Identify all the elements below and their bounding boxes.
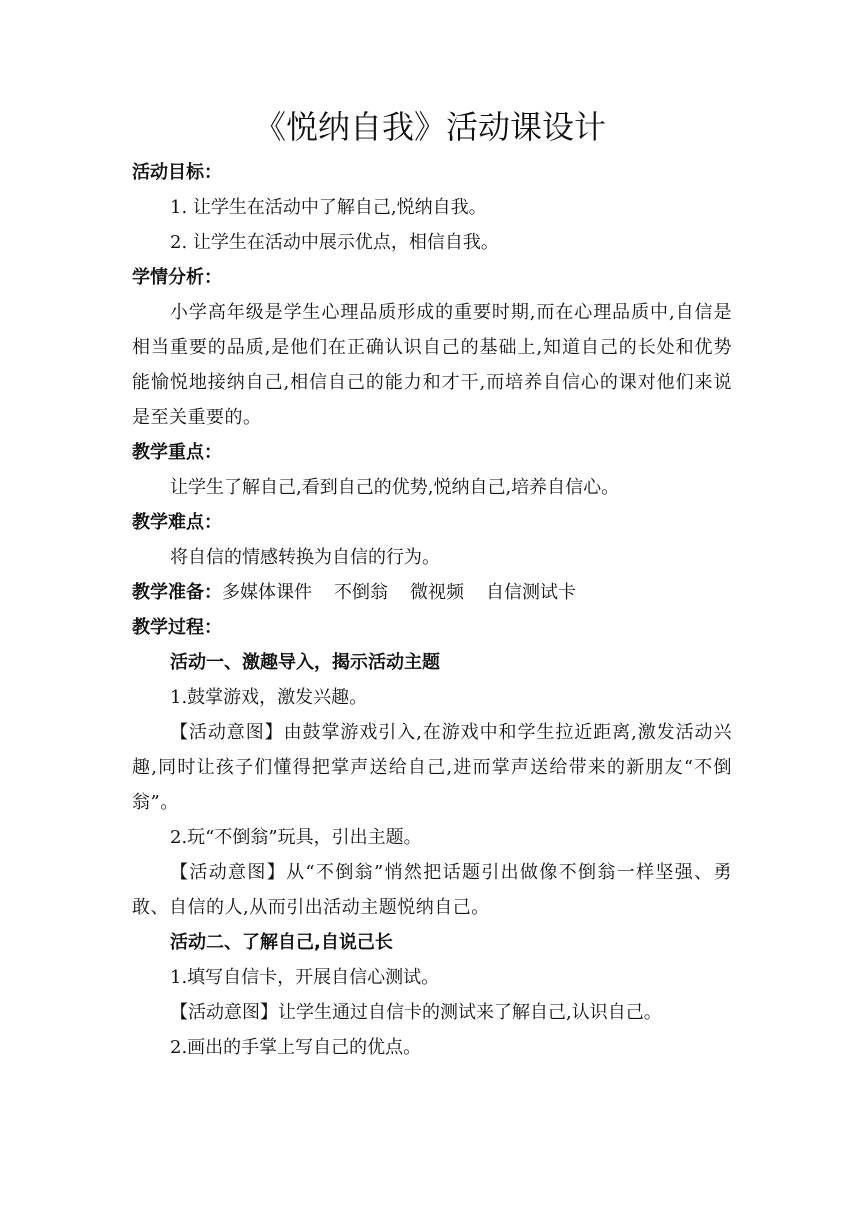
activity1-intent1: 【活动意图】由鼓掌游戏引入,在游戏中和学生拉近距离,激发活动兴趣,同时让孩子们懂得把掌声送给自己,进而掌声送给带来的新朋友“不倒翁”。 <box>132 722 732 813</box>
activity1-title: 活动一、激趣导入，揭示活动主题 <box>170 652 440 673</box>
activity2-intent1: 【活动意图】让学生通过自信卡的测试来了解自己,认识自己。 <box>170 1002 662 1023</box>
preparation-heading: 教学准备： <box>132 582 222 603</box>
preparation-item: 微视频 <box>410 582 464 603</box>
activity2-step2: 2.画出的手掌上写自己的优点。 <box>170 1037 422 1058</box>
difficulty-heading: 教学难点： <box>132 512 222 533</box>
key-point-text: 让学生了解自己,看到自己的优势,悦纳自己,培养自信心。 <box>170 477 620 498</box>
page-title: 《悦纳自我》活动课设计 <box>253 108 606 146</box>
activity1-step2: 2.玩“不倒翁”玩具，引出主题。 <box>170 827 422 848</box>
analysis-heading: 学情分析： <box>132 267 222 288</box>
goal-item: 2. 让学生在活动中展示优点，相信自我。 <box>170 232 499 253</box>
process-heading: 教学过程： <box>132 617 222 638</box>
activity2-title: 活动二、了解自己,自说己长 <box>170 932 393 953</box>
preparation-items <box>222 582 598 603</box>
preparation-item: 自信测试卡 <box>486 582 576 603</box>
activity1-intent2: 【活动意图】从“不倒翁”悄然把话题引出做像不倒翁一样坚强、勇敢、自信的人,从而引出活动主题悦纳自己。 <box>132 862 732 918</box>
goal-item: 1. 让学生在活动中了解自己,悦纳自我。 <box>170 197 487 218</box>
document-body <box>132 155 732 1065</box>
preparation-item: 多媒体课件 <box>222 582 312 603</box>
preparation-item: 不倒翁 <box>334 582 388 603</box>
preparation-line <box>132 575 732 610</box>
goals-heading: 活动目标： <box>132 162 222 183</box>
difficulty-text: 将自信的情感转换为自信的行为。 <box>170 547 440 568</box>
key-point-heading: 教学重点： <box>132 442 222 463</box>
activity2-step1: 1.填写自信卡，开展自信心测试。 <box>170 967 440 988</box>
activity1-step1: 1.鼓掌游戏，激发兴趣。 <box>170 687 368 708</box>
analysis-paragraph: 小学高年级是学生心理品质形成的重要时期,而在心理品质中,自信是相当重要的品质,是他们在正确认识自己的基础上,知道自己的长处和优势能愉悦地接纳自己,相信自己的能力和才干,而培养自信心的课对他们来说是至关重要的。 <box>132 302 732 428</box>
